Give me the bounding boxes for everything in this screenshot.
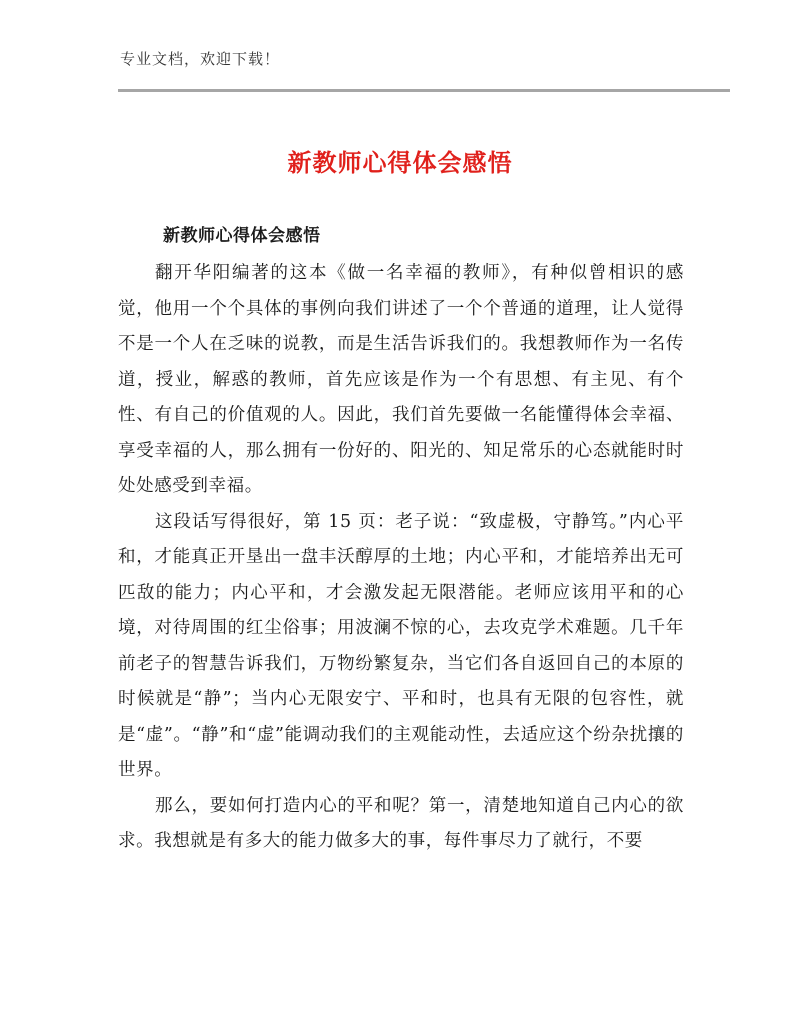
paragraph: 这段话写得很好，第 15 页：老子说：“致虚极，守静笃。”内心平和，才能真正开垦出一盘丰沃醇厚的土地；内心平和，才能培养出无可匹敌的能力；内心平和，才会激发起无限潜能。老师应该用平和的心境，对待周围的红尘俗事；用波澜不惊的心，去攻克学术难题。几千年前老子的智慧告诉我们，万物纷繁复杂，当它们各自返回自己的本原的时候就是“静”；当内心无限安宁、平和时，也具有无限的包容性，就是“虚”。“静”和“虚”能调动我们的主观能动性，去适应这个纷杂扰攘的世界。 <box>118 511 684 780</box>
document-body <box>118 256 684 860</box>
header-divider <box>118 89 730 92</box>
document-title: 新教师心得体会感悟 <box>287 149 513 177</box>
page-header-text: 专业文档，欢迎下载！ <box>120 50 281 68</box>
paragraph: 那么，要如何打造内心的平和呢？第一，清楚地知道自己内心的欲求。我想就是有多大的能力做多大的事，每件事尽力了就行，不要 <box>118 795 684 851</box>
paragraph: 翻开华阳编著的这本《做一名幸福的教师》，有种似曾相识的感觉，他用一个个具体的事例向我们讲述了一个个普通的道理，让人觉得不是一个人在乏味的说教，而是生活告诉我们的。我想教师作为一名传道，授业，解惑的教师，首先应该是作为一个有思想、有主见、有个性、有自己的价值观的人。因此，我们首先要做一名能懂得体会幸福、享受幸福的人，那么拥有一份好的、阳光的、知足常乐的心态就能时时处处感受到幸福。 <box>118 263 684 496</box>
section-heading: 新教师心得体会感悟 <box>163 226 321 246</box>
